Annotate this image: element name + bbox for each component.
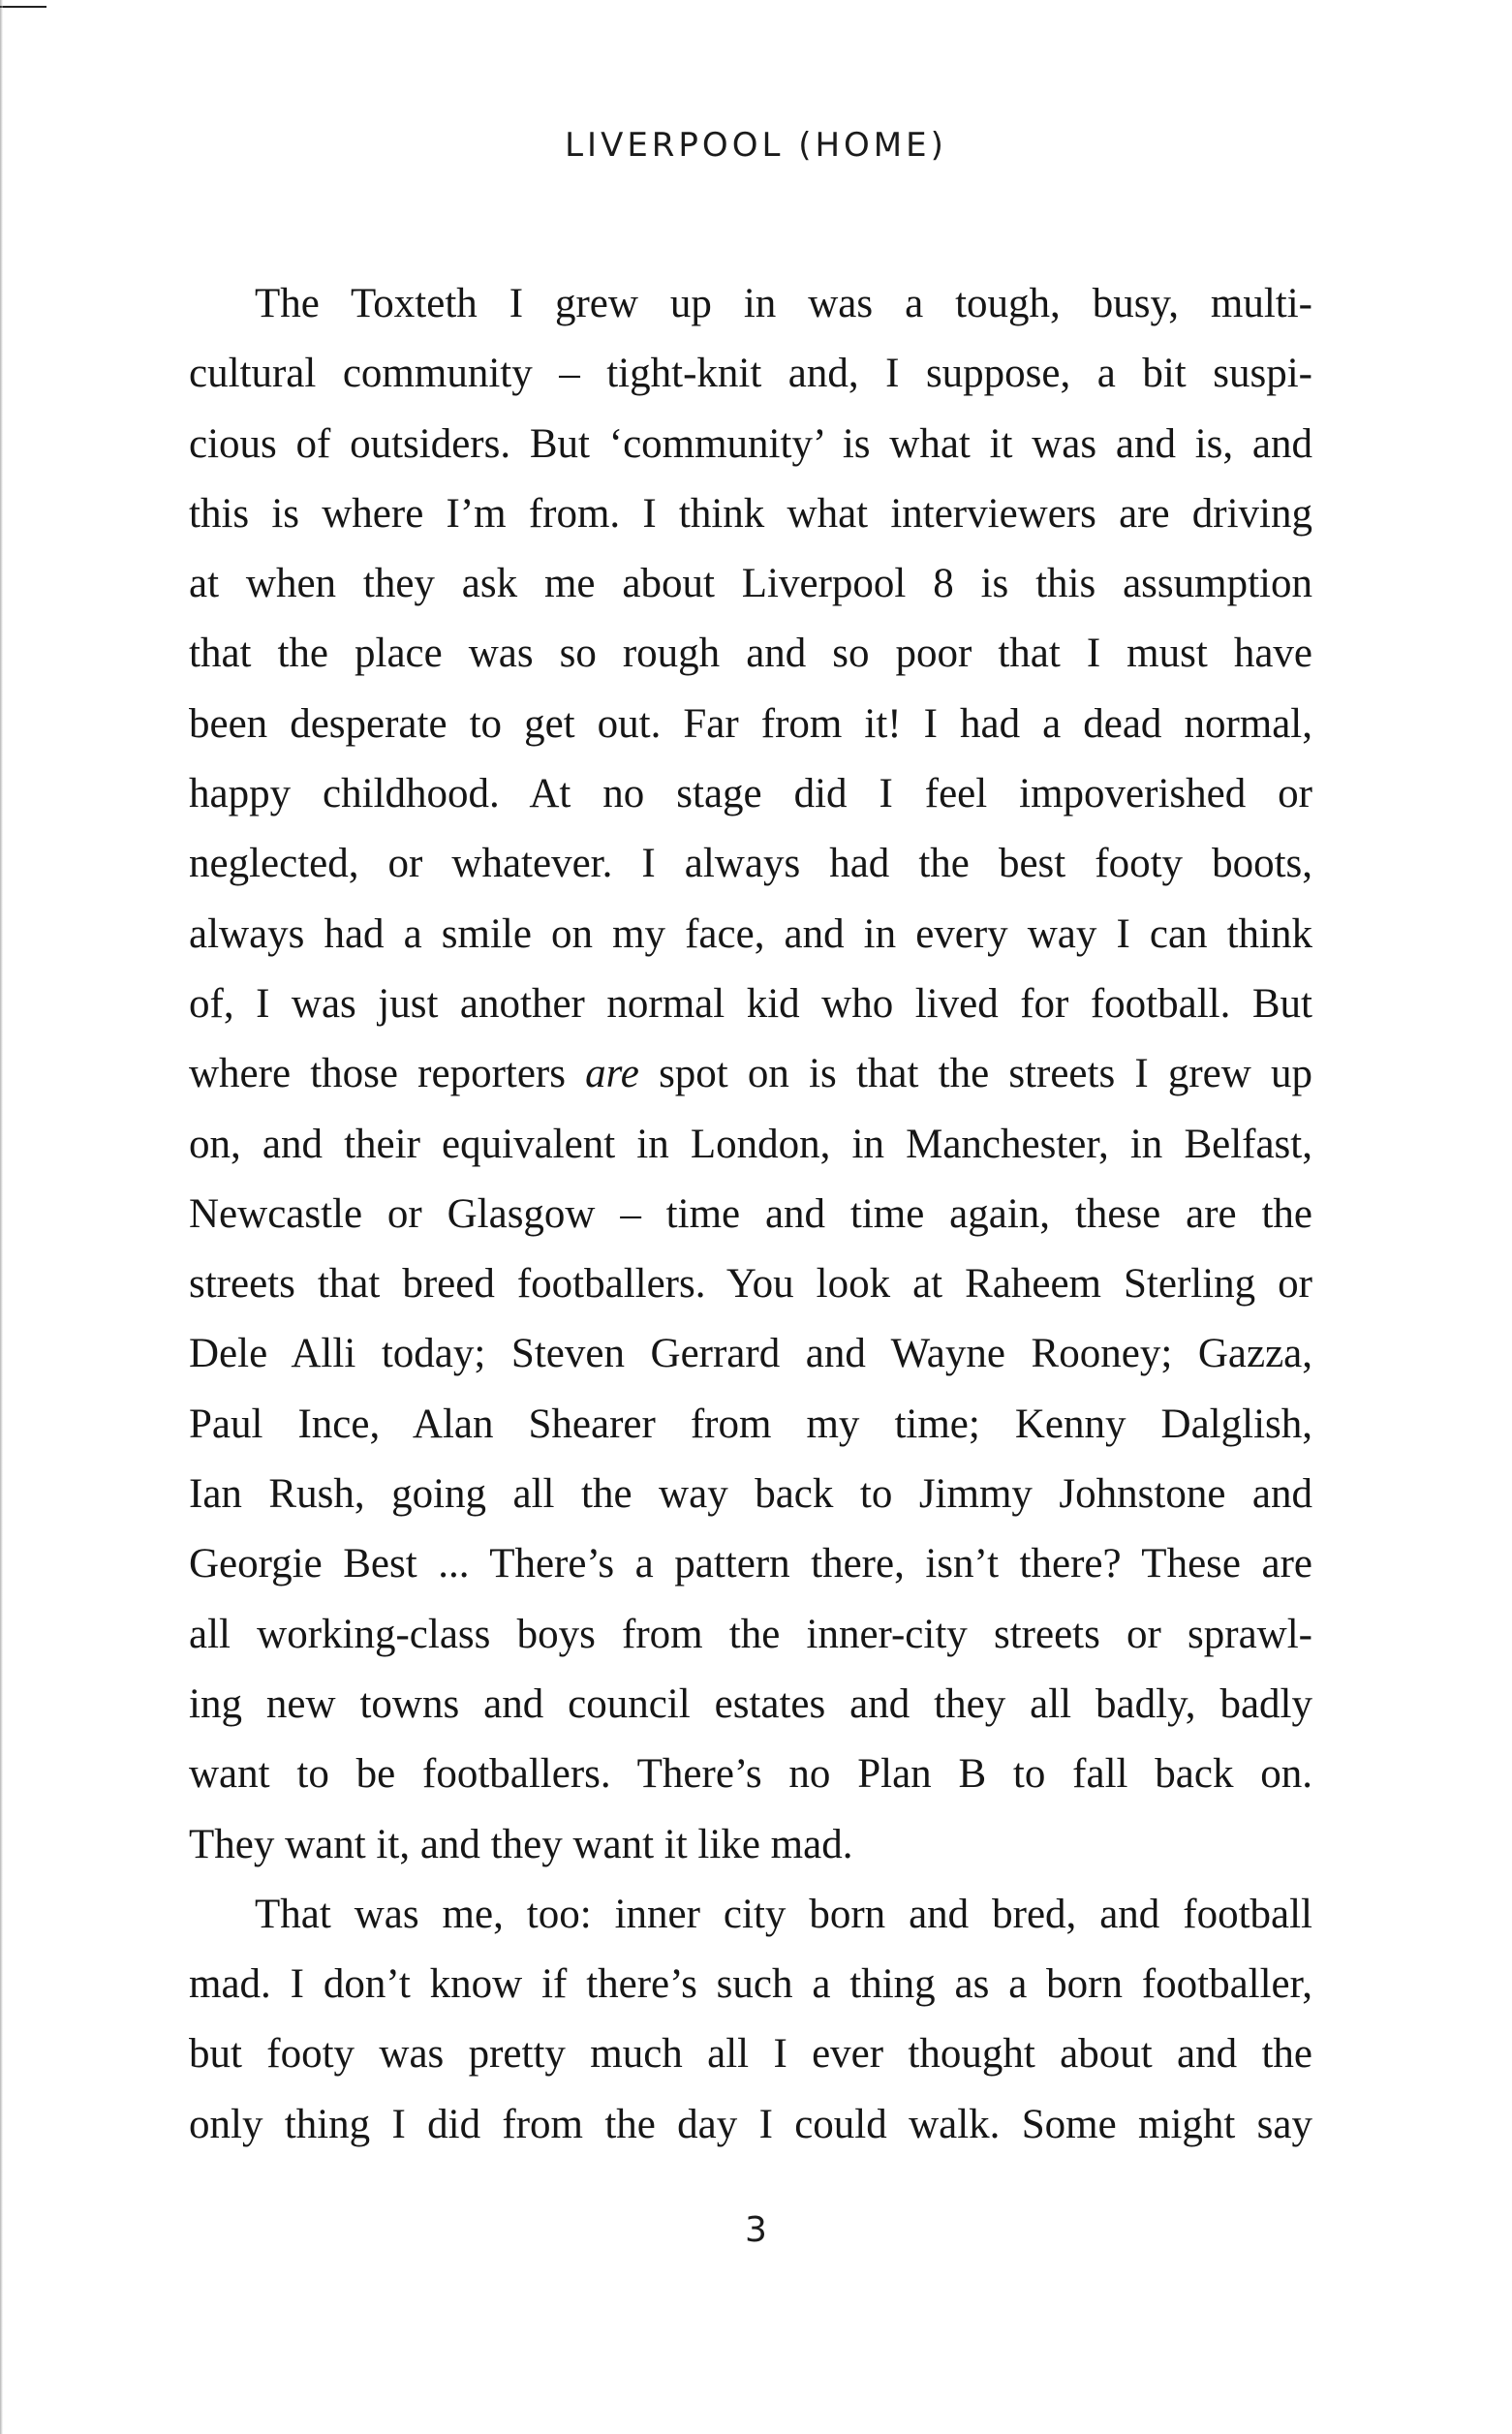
top-edge-rule [0, 6, 46, 8]
emphasis-word: are [585, 1051, 639, 1097]
text-line: Ian Rush, going all the way back to Jimmy Johnstone and [189, 1471, 1312, 1518]
text-line: but footy was pretty much all I ever thought about and the [189, 2031, 1312, 2078]
text-line: streets that breed footballers. You look at Raheem Sterling or [189, 1261, 1312, 1308]
text-line-with-emphasis [189, 1039, 1312, 1109]
text-line: Newcastle or Glasgow – time and time again, these are the [189, 1190, 1312, 1237]
text-line: ing new towns and council estates and they all badly, badly [189, 1680, 1312, 1727]
text-line: been desperate to get out. Far from it! I had a dead normal, [189, 700, 1312, 747]
text-line: happy childhood. At no stage did I feel impoverished or [189, 771, 1312, 817]
line-segment: where those reporters [189, 1051, 586, 1097]
text-line: They want it, and they want it like mad. [189, 1821, 853, 1867]
text-line: cious of outsiders. But ‘community’ is what it was and is, and [189, 420, 1312, 467]
text-line: of, I was just another normal kid who lived for football. But [189, 980, 1312, 1027]
text-line: The Toxteth I grew up in was a tough, busy, multi- [255, 281, 1312, 326]
line-segment: spot on is that the streets I grew up [638, 1051, 1312, 1097]
text-line: That was me, too: inner city born and bred, and football [255, 1891, 1312, 1937]
text-line: all working-class boys from the inner-city streets or sprawl- [189, 1611, 1312, 1657]
text-line: neglected, or whatever. I always had the best footy boots, [189, 841, 1312, 887]
text-line: mad. I don’t know if there’s such a thing as a born footballer, [189, 1961, 1312, 2008]
text-line: want to be footballers. There’s no Plan B to fall back on. [189, 1751, 1312, 1798]
text-line: only thing I did from the day I could walk. Some might say [189, 2101, 1312, 2147]
text-line: Dele Alli today; Steven Gerrard and Wayne Rooney; Gazza, [189, 1331, 1312, 1377]
text-line: Georgie Best ... There’s a pattern there, isn’t there? These are [189, 1541, 1312, 1587]
page-number: 3 [745, 2210, 767, 2250]
text-line: this is where I’m from. I think what interviewers are driving [189, 490, 1312, 537]
text-line: cultural community – tight-knit and, I suppose, a bit suspi- [189, 351, 1312, 397]
body-text [189, 269, 1312, 2160]
text-line: on, and their equivalent in London, in Manchester, in Belfast, [189, 1121, 1312, 1167]
text-line: at when they ask me about Liverpool 8 is this assumption [189, 561, 1312, 607]
text-line: Paul Ince, Alan Shearer from my time; Kenny Dalglish, [189, 1401, 1312, 1447]
page-left-edge-shadow [0, 0, 3, 2434]
running-head: LIVERPOOL (HOME) [565, 126, 947, 165]
text-line: always had a smile on my face, and in every way I can think [189, 910, 1312, 957]
text-line: that the place was so rough and so poor that I must have [189, 631, 1312, 677]
